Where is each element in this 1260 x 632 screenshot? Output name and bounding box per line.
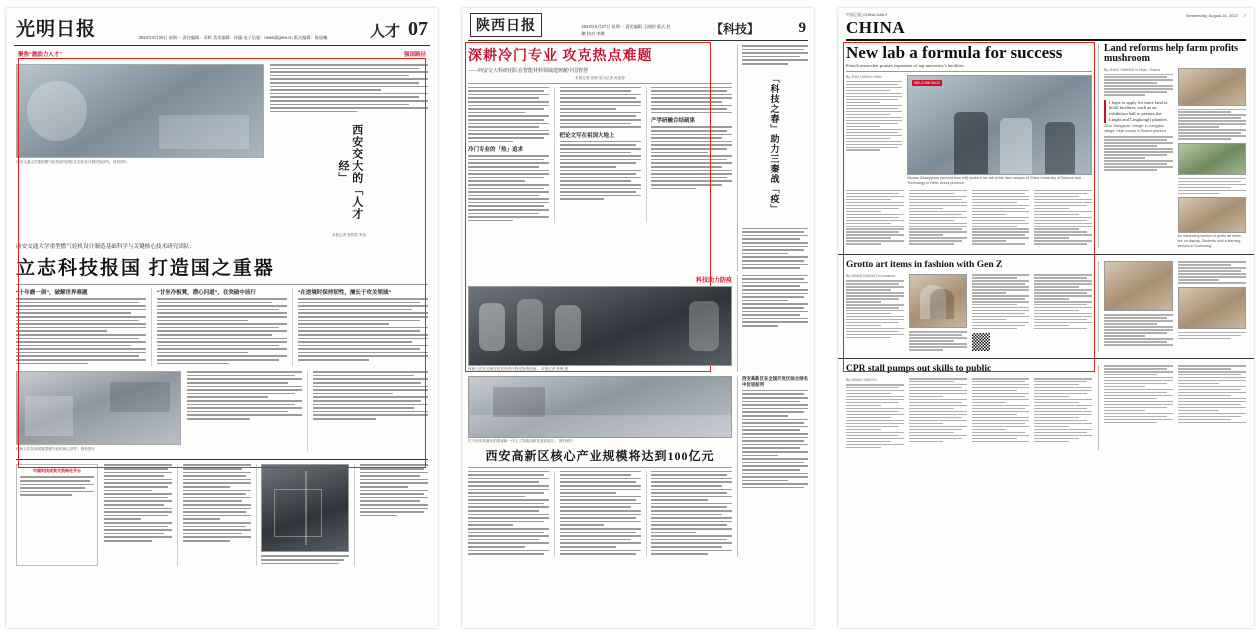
masthead-date: Wednesday, August 24, 2022: [1185, 12, 1238, 18]
masthead-logo-small: 中国日报 CHINA DAILY: [846, 12, 888, 17]
subhead-mid: “甘坐冷板凳，潜心问道”，在突破中前行: [156, 289, 256, 296]
farm-photo-2: [1178, 287, 1247, 329]
sub-block-1: 冷门专业的「热」追求: [468, 147, 524, 154]
masthead-meta: 2024年5月27日 星期一 责任编辑 王晓阳 版式 赵鹏 校对 李娜: [581, 24, 671, 36]
sidebar-vertical-title: 西安交大的「人才经」: [337, 124, 363, 221]
secondary-photo: [16, 371, 181, 445]
section-label: 人才: [369, 24, 400, 40]
grotto-photo: [909, 274, 967, 328]
lead-byline: By ZHU LIXIN in Hefei: [846, 74, 882, 79]
lead-photo: [907, 75, 1092, 175]
secondary-photo-caption: 科研人员在调试重型燃气轮机核心部件。资料图片: [16, 446, 96, 451]
lead-photo: [16, 64, 264, 158]
kicker-right: 强国路径: [403, 52, 426, 58]
mid-headline: Grotto art items in fashion with Gen Z: [846, 260, 1003, 271]
subhead-left: “十年磨一剑”，破解世界难题: [16, 289, 88, 296]
page-china-daily: [838, 8, 1254, 628]
mushroom-photo-2: [1178, 143, 1247, 175]
bottom-headline: CPR stall pumps out skills to public: [846, 364, 992, 375]
subhead-right: “在逆境时保持韧性，擅长于攻关领域”: [297, 289, 392, 296]
masthead-guangming: [6, 8, 438, 43]
lead-photo-caption: Nicolas Giuseppone (second from left) works in his lab at the new campus of China University of Science and Technology in Hefei, Anhui province.: [907, 176, 1081, 186]
page-guangming-daily: [6, 8, 438, 628]
section-label: 【科技】: [710, 22, 759, 36]
secondary-headline: Land reforms help farm profits mushroom: [1104, 42, 1239, 64]
headline-main: 深耕冷门专业 攻克热点难题: [468, 49, 653, 64]
section-rule: [846, 39, 1246, 41]
farm-photo-1: [1104, 261, 1173, 311]
mushroom-photo-1: [1178, 68, 1247, 106]
sub-block-2: 把论文写在祖国大地上: [559, 132, 615, 139]
lead-photo-caption: 西安交通大学重型燃气轮机研究团队在实验室开展试验研究。资料图片: [16, 159, 128, 164]
mid-photo: [468, 286, 732, 366]
bottom-headline: 西安高新区核心产业规模将达到100亿元: [485, 449, 715, 464]
mid-banner: 科技助力防疫: [695, 277, 732, 284]
headline-main: 立志科技报国 打造国之重器: [16, 258, 275, 280]
section-label: CHINA: [846, 18, 906, 37]
kicker-left: 聚焦“激励力人才”: [18, 52, 63, 58]
masthead-shaanxi: [462, 8, 814, 39]
qr-code[interactable]: [972, 333, 990, 351]
headline-sub: ——西安交大科研团队在智能材料领域建树献中国智慧: [468, 69, 589, 74]
lead-caption: 西安交通大学重型燃气轮机设计制造基础科学与关键核心技术研究团队：: [16, 244, 196, 251]
page-number: 7: [1243, 12, 1246, 18]
photo-badge: WELCOME BACK: [914, 80, 941, 85]
mid-byline: By WANG KAIHAO in Lanzhou: [846, 274, 896, 279]
masthead-meta: 2024年5月20日 星期一 责任编辑：邓晖 美术编辑：孙鄢 电子信箱：news@gmw.cn 版式编辑：陈晨曦: [138, 34, 328, 40]
sidebar-vertical-title: 「科技之春」助力三秦战「疫」: [769, 73, 780, 214]
sub-block-3: 产学研融合结硕果: [651, 118, 696, 125]
china-daily-topbar: [838, 8, 1254, 18]
low-photo: [468, 376, 732, 438]
sidebar-byline: 本报记者 张哲浩 李洁: [331, 232, 367, 237]
lead-headline: New lab a formula for success: [846, 42, 1063, 62]
bottom-byline: By WANG XIAOYU: [846, 378, 877, 383]
masthead-logo: 陕西日报: [470, 13, 542, 37]
bottom-photo: [261, 464, 349, 552]
page-number: 07: [407, 18, 428, 40]
bottom-ad-title: 中国科技成果交流转化平台: [33, 468, 81, 474]
page-number: 9: [798, 20, 806, 36]
small-photo-caption: An interesting section of grotto art items are on display. Students hold a learning session in Dunhuang.: [1177, 234, 1241, 248]
lead-subhead: French researcher praises expansion of top university's facilities: [846, 63, 964, 69]
mid-photo-caption: 科研人员在无菌实验室内进行防疫物资检测。 本报记者 张梅 摄: [468, 367, 569, 372]
low-photo-caption: 位于西安高新区的国家新一代人工智能创新发展试验区。 资料照片: [468, 439, 574, 444]
pull-quote-attribution: Zhou Xiangquan, villager in Liangqiao village, Hejin county in Shanxi province: [1104, 124, 1167, 133]
secondary-byline: By ZHAO YIMENG in Hejin, Shanxi: [1104, 67, 1161, 72]
byline: 本报记者 张梅 见习记者 孙亚婷: [575, 75, 625, 80]
pull-quote: I hope to apply for more land to build facilities, such as an exhibition hall to present the Lingbi and Lingkong[] planters.: [1104, 100, 1173, 123]
page-shaanxi-daily: [462, 8, 814, 628]
mushroom-photo-3: [1178, 197, 1247, 233]
right-col-head: 西安高新区在全国开发区综合排名中位居前列: [742, 375, 808, 387]
masthead-logo: 光明日报: [16, 19, 97, 40]
